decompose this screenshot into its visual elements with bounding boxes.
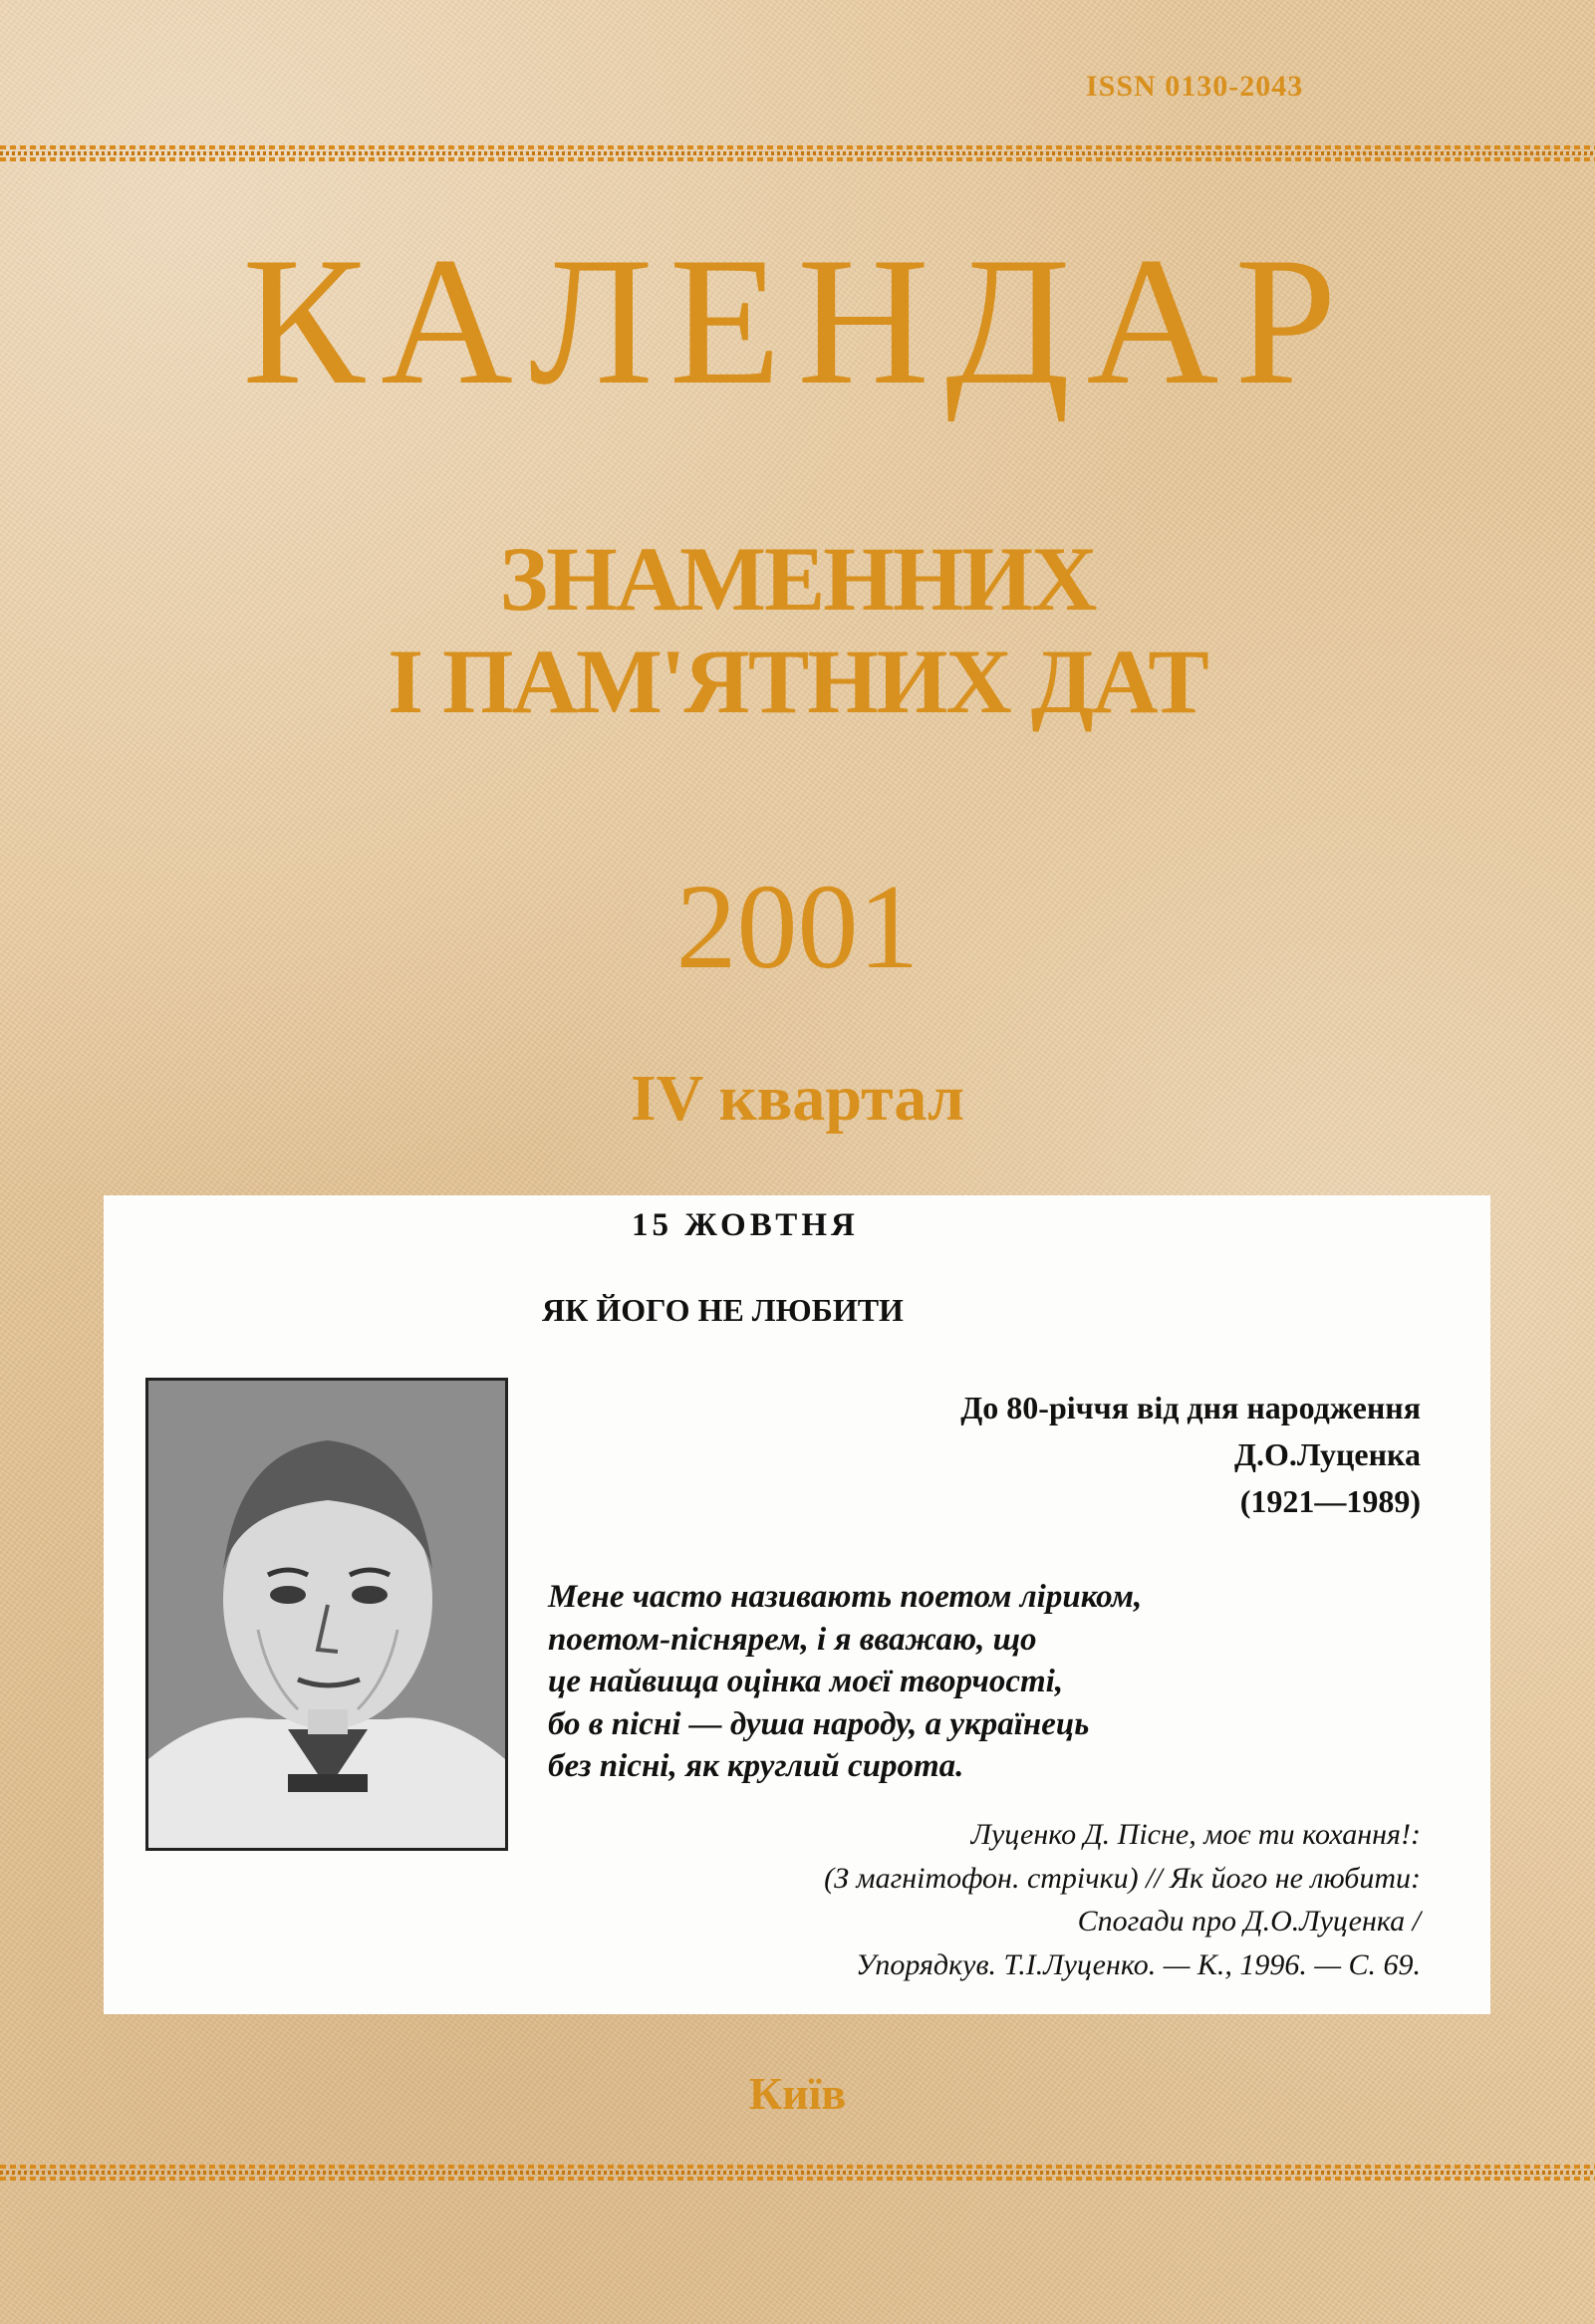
epigraph-quote	[548, 1576, 1445, 1788]
quote-line: без пісні, як круглий сирота.	[548, 1748, 964, 1785]
quote-line: Мене часто називають поетом ліриком,	[548, 1579, 1143, 1615]
quote-source	[824, 1813, 1421, 1986]
bottom-ornament-border	[0, 2165, 1595, 2181]
entry-title: ЯК ЙОГО НЕ ЛЮБИТИ	[542, 1292, 904, 1328]
featured-entry-card	[104, 1195, 1490, 2014]
portrait-photo	[145, 1378, 508, 1851]
publication-city: Київ	[748, 2068, 847, 2119]
cover-quarter: IV квартал	[631, 1062, 964, 1135]
cover-year: 2001	[675, 860, 920, 994]
top-ornament-border	[0, 145, 1595, 161]
person-name: Д.О.Луценка	[1234, 1436, 1421, 1472]
source-line: Упорядкув. Т.І.Луценко. — К., 1996. — С. 69.	[856, 1947, 1421, 1981]
quote-line: це найвища оцінка моєї творчості,	[548, 1664, 1064, 1700]
cover-title: КАЛЕНДАР	[242, 219, 1353, 422]
anniversary-line: До 80-річчя від дня народження	[960, 1390, 1421, 1425]
portrait-illustration	[148, 1381, 505, 1848]
cover-subtitle-line1: ЗНАМЕННИХ	[499, 528, 1096, 630]
source-line: Луценко Д. Пісне, моє ти кохання!:	[970, 1818, 1421, 1851]
quote-line: бо в пісні — душа народу, а українець	[548, 1705, 1090, 1742]
source-line: Спогади про Д.О.Луценка /	[1077, 1905, 1421, 1937]
cover-subtitle-line2: І ПАМ'ЯТНИХ ДАТ	[388, 631, 1207, 732]
life-years: (1921—1989)	[1239, 1483, 1421, 1519]
source-line: (З магнітофон. стрічки) // Як його не любити:	[824, 1861, 1421, 1895]
issn-number: ISSN 0130-2043	[1086, 70, 1304, 103]
entry-date: 15 ЖОВТНЯ	[632, 1207, 859, 1243]
quote-line: поетом-піснярем, і я вважаю, що	[548, 1621, 1037, 1658]
